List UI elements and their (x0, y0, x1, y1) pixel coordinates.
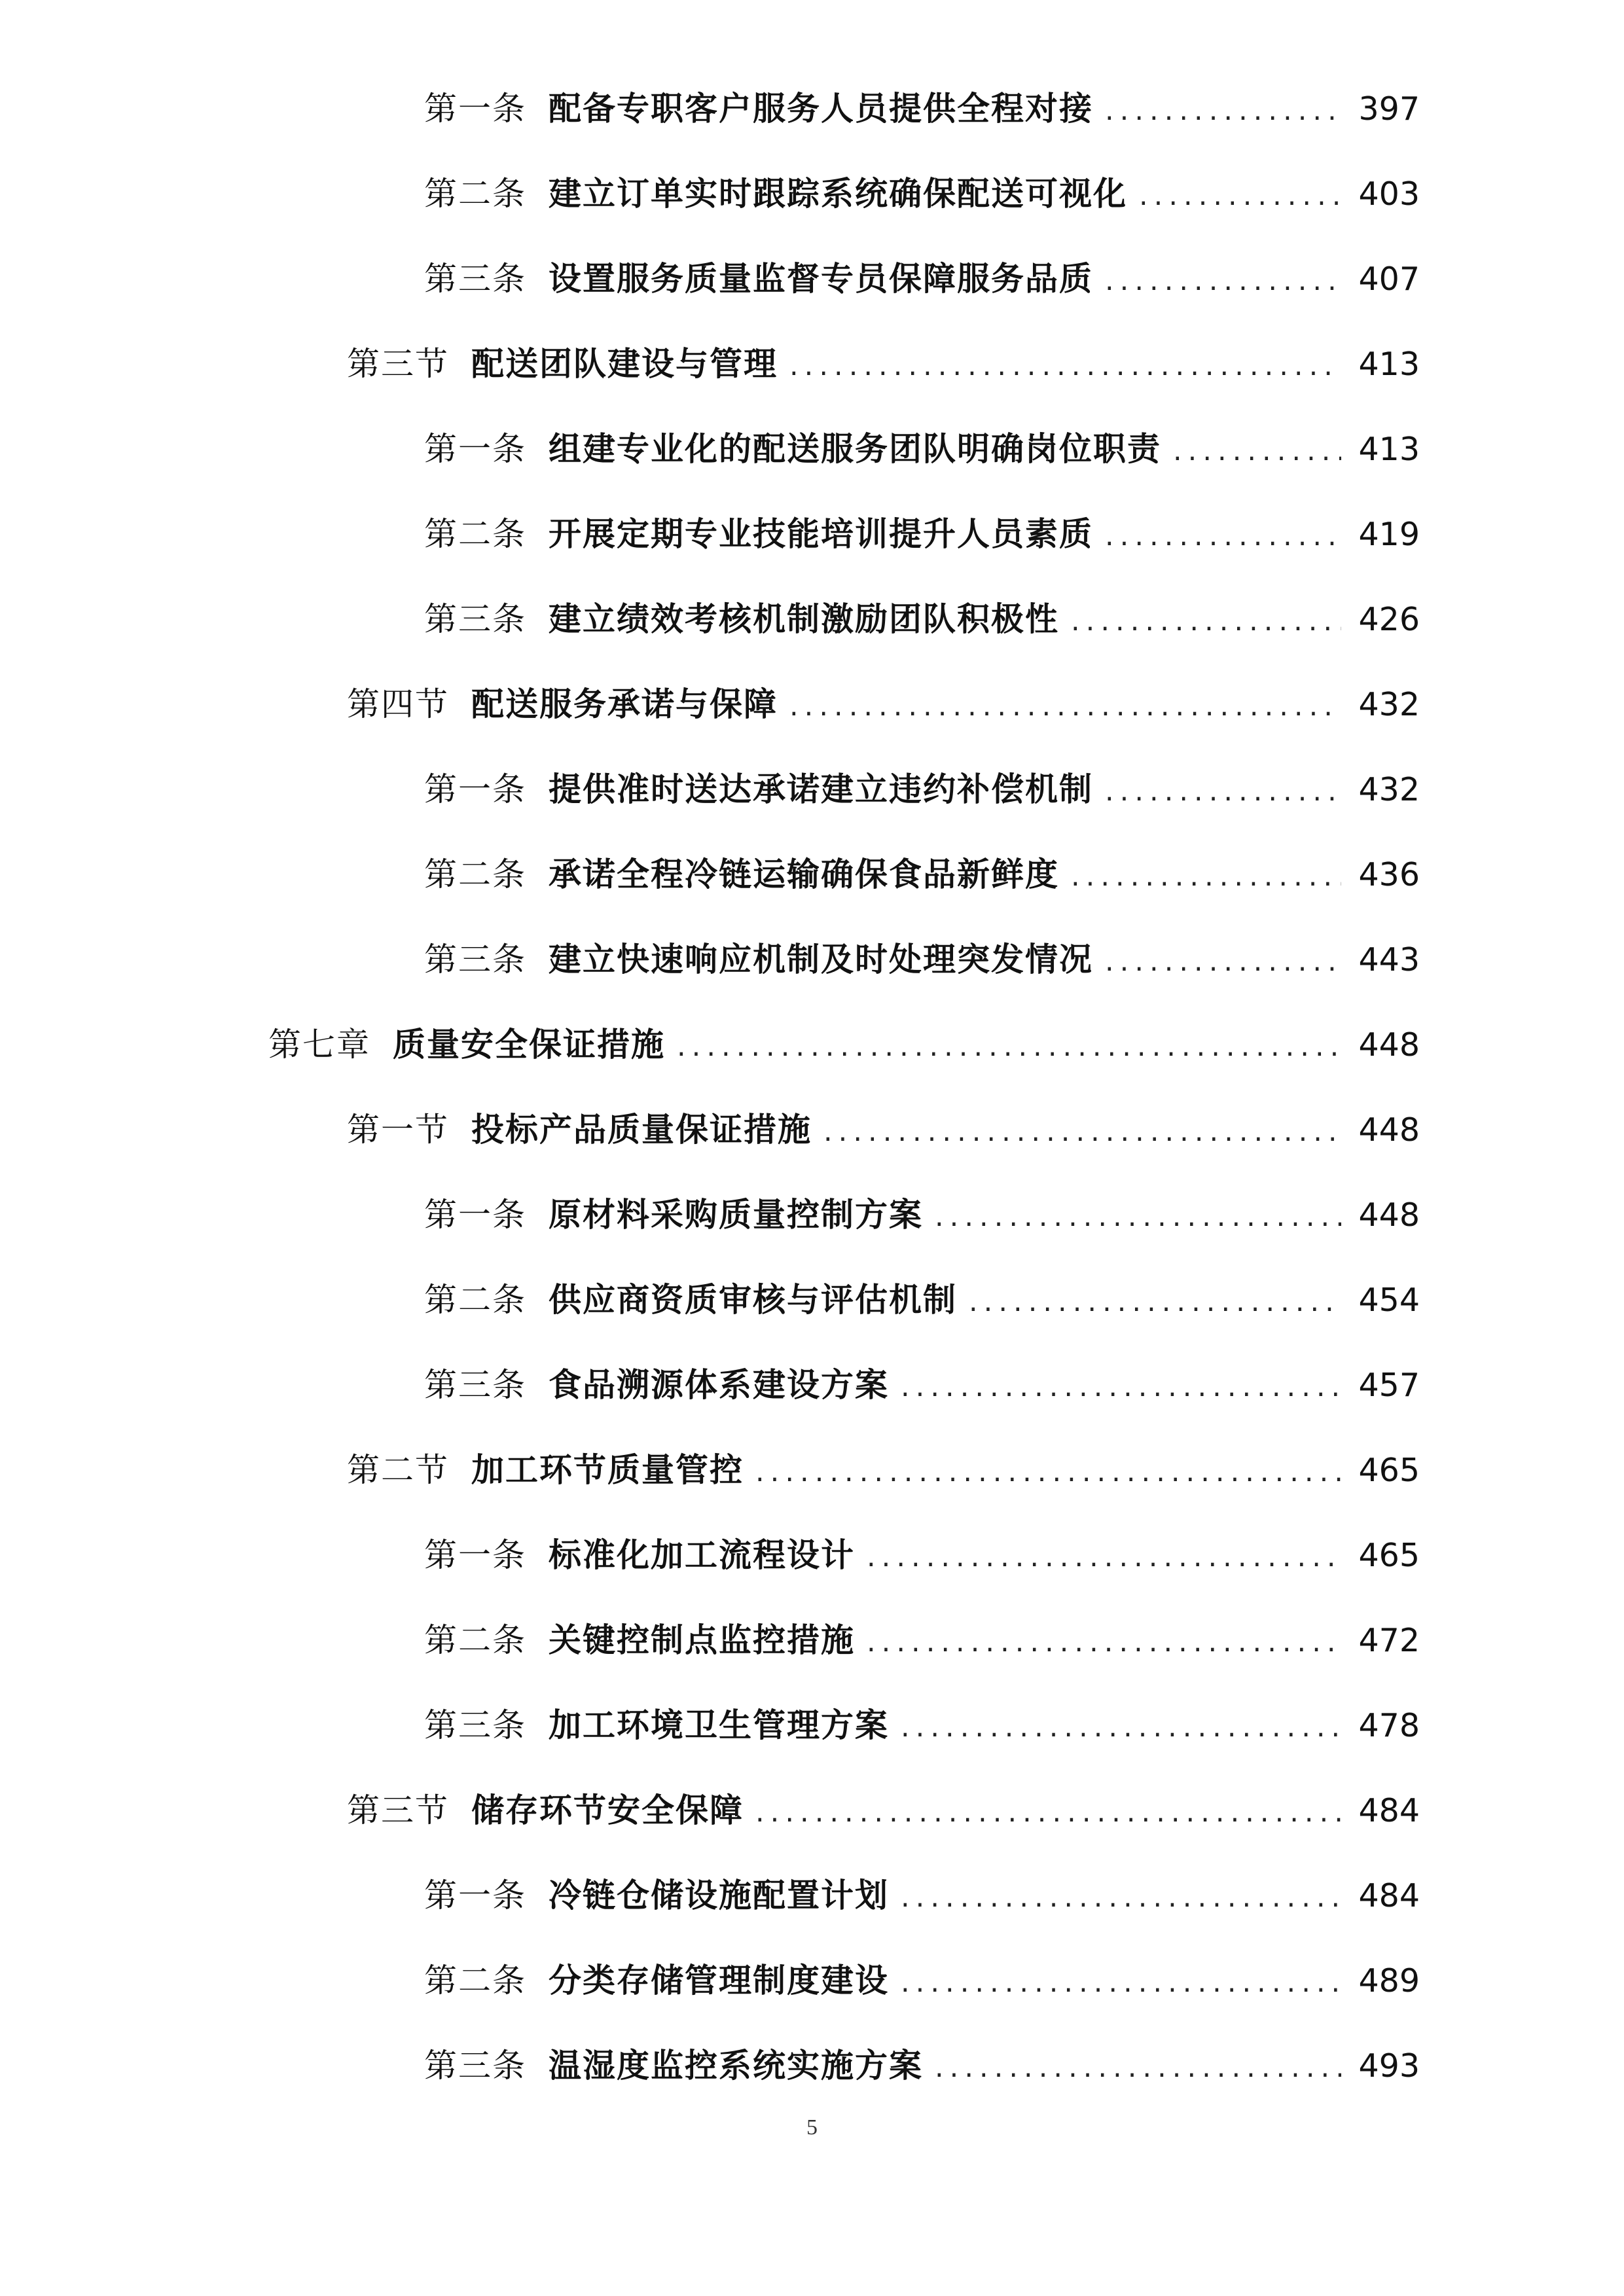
toc-entry-title: 储存环节安全保障 (471, 1791, 744, 1829)
toc-entry-label: 第二条 (424, 175, 526, 213)
toc-entry-page: 457 (1358, 1367, 1420, 1404)
toc-entry-label: 第二条 (424, 855, 526, 893)
toc-dot-leader (787, 342, 1341, 394)
toc-entry[interactable] (424, 1614, 1420, 1666)
toc-entry-page: 407 (1358, 260, 1420, 298)
toc-entry-title: 配备专职客户服务人员提供全程对接 (549, 89, 1093, 128)
toc-entry-page: 443 (1358, 941, 1420, 978)
toc-entry-page: 454 (1358, 1282, 1420, 1319)
toc-dot-leader (1102, 86, 1341, 139)
toc-entry-page: 413 (1358, 431, 1420, 468)
toc-entry[interactable] (347, 1784, 1420, 1837)
toc-entry-label: 第一条 (424, 1196, 526, 1234)
toc-entry-page: 448 (1358, 1196, 1420, 1234)
toc-entry-label: 第二条 (424, 1962, 526, 2000)
toc-entry-title: 组建专业化的配送服务团队明确岗位职责 (549, 429, 1161, 468)
toc-entry-label: 第一条 (424, 90, 526, 128)
toc-dot-leader (966, 1278, 1341, 1330)
toc-entry-label: 第三条 (424, 2047, 526, 2085)
toc-entry-title: 标准化加工流程设计 (549, 1535, 855, 1574)
toc-entry-label: 第三条 (424, 600, 526, 638)
toc-entry-page: 484 (1358, 1792, 1420, 1829)
toc-entry[interactable] (424, 763, 1420, 816)
toc-entry-page: 465 (1358, 1537, 1420, 1574)
toc-entry-title: 承诺全程冷链运输确保食品新鲜度 (549, 855, 1059, 893)
toc-dot-leader (898, 1703, 1341, 1755)
toc-entry-title: 建立绩效考核机制激励团队积极性 (549, 600, 1059, 638)
toc-entry-title: 开展定期专业技能培训提升人员素质 (549, 514, 1093, 553)
toc-entry-title: 质量安全保证措施 (393, 1025, 665, 1064)
toc-dot-leader (898, 1958, 1341, 2011)
toc-entry[interactable] (424, 1699, 1420, 1751)
toc-dot-leader (753, 1448, 1341, 1500)
toc-entry-page: 403 (1358, 175, 1420, 213)
toc-entry-page: 489 (1358, 1962, 1420, 2000)
toc-entry-page: 413 (1358, 346, 1420, 383)
toc-entry-label: 第二条 (424, 1281, 526, 1319)
toc-entry[interactable] (424, 82, 1420, 135)
toc-dot-leader (1068, 852, 1341, 905)
toc-entry-title: 投标产品质量保证措施 (471, 1110, 812, 1149)
toc-entry-title: 食品溯源体系建设方案 (549, 1365, 889, 1404)
toc-dot-leader (932, 2043, 1341, 2096)
toc-entry-label: 第一条 (424, 1536, 526, 1574)
toc-entry-label: 第七章 (268, 1026, 370, 1064)
toc-entry-page: 448 (1358, 1111, 1420, 1149)
toc-entry-title: 冷链仓储设施配置计划 (549, 1876, 889, 1914)
toc-dot-leader (864, 1533, 1341, 1585)
toc-dot-leader (1102, 767, 1341, 819)
toc-entry-title: 建立订单实时跟踪系统确保配送可视化 (549, 174, 1127, 213)
toc-entry-title: 原材料采购质量控制方案 (549, 1195, 923, 1234)
toc-entry-title: 温湿度监控系统实施方案 (549, 2046, 923, 2085)
toc-dot-leader (1102, 257, 1341, 309)
toc-entry-label: 第一条 (424, 430, 526, 468)
toc-entry[interactable] (424, 1869, 1420, 1922)
toc-entry-label: 第三节 (347, 1791, 449, 1829)
toc-entry[interactable] (424, 2039, 1420, 2092)
toc-entry-page: 448 (1358, 1026, 1420, 1064)
toc-entry-page: 484 (1358, 1877, 1420, 1914)
toc-entry-title: 供应商资质审核与评估机制 (549, 1280, 957, 1319)
toc-dot-leader (864, 1618, 1341, 1670)
toc-entry-label: 第二条 (424, 515, 526, 553)
toc-entry-page: 432 (1358, 771, 1420, 808)
toc-entry-label: 第四节 (347, 685, 449, 723)
toc-entry-title: 加工环境卫生管理方案 (549, 1706, 889, 1744)
toc-entry[interactable] (424, 1359, 1420, 1411)
toc-entry-page: 419 (1358, 516, 1420, 553)
toc-entry-title: 分类存储管理制度建设 (549, 1961, 889, 2000)
toc-entry[interactable] (347, 338, 1420, 390)
toc-entry-page: 426 (1358, 601, 1420, 638)
toc-entry-label: 第三条 (424, 260, 526, 298)
toc-entry-title: 建立快速响应机制及时处理突发情况 (549, 940, 1093, 978)
toc-entry-label: 第三条 (424, 941, 526, 978)
toc-entry-title: 加工环节质量管控 (471, 1450, 744, 1489)
toc-dot-leader (787, 682, 1341, 734)
toc-entry[interactable] (424, 593, 1420, 645)
toc-entry-label: 第一节 (347, 1111, 449, 1149)
toc-dot-leader (1102, 512, 1341, 564)
toc-dot-leader (1170, 427, 1341, 479)
toc-dot-leader (898, 1873, 1341, 1926)
toc-entry-page: 436 (1358, 856, 1420, 893)
toc-entry[interactable] (424, 253, 1420, 305)
toc-dot-leader (753, 1788, 1341, 1840)
toc-entry-title: 提供准时送达承诺建立违约补偿机制 (549, 770, 1093, 808)
toc-entry-title: 关键控制点监控措施 (549, 1621, 855, 1659)
toc-entry-label: 第二节 (347, 1451, 449, 1489)
toc-entry-label: 第一条 (424, 770, 526, 808)
toc-dot-leader (1102, 937, 1341, 990)
toc-entry-label: 第二条 (424, 1621, 526, 1659)
toc-entry-page: 493 (1358, 2047, 1420, 2085)
toc-entry[interactable] (347, 678, 1420, 730)
toc-entry-title: 配送团队建设与管理 (471, 344, 778, 383)
toc-dot-leader (1068, 597, 1341, 649)
toc-entry[interactable] (347, 1444, 1420, 1496)
toc-dot-leader (821, 1107, 1341, 1160)
toc-entry-page: 472 (1358, 1622, 1420, 1659)
toc-entry[interactable] (424, 1954, 1420, 2007)
toc-dot-leader (1136, 171, 1341, 224)
toc-entry[interactable] (424, 933, 1420, 986)
toc-entry-label: 第三条 (424, 1706, 526, 1744)
toc-dot-leader (898, 1363, 1341, 1415)
toc-entry-title: 设置服务质量监督专员保障服务品质 (549, 259, 1093, 298)
toc-entry-page: 432 (1358, 686, 1420, 723)
toc-entry[interactable] (424, 168, 1420, 220)
toc-dot-leader (674, 1022, 1341, 1075)
toc-entry[interactable] (424, 1274, 1420, 1326)
toc-entry[interactable] (424, 1529, 1420, 1581)
toc-entry[interactable] (424, 1189, 1420, 1241)
toc-entry-page: 478 (1358, 1707, 1420, 1744)
toc-entry[interactable] (347, 1103, 1420, 1156)
toc-entry-label: 第一条 (424, 1876, 526, 1914)
toc-entry-label: 第三节 (347, 345, 449, 383)
toc-entry[interactable] (424, 508, 1420, 560)
toc-entry-title: 配送服务承诺与保障 (471, 685, 778, 723)
toc-entry[interactable] (424, 848, 1420, 901)
page-number: 5 (806, 2115, 818, 2140)
toc-entry-page: 465 (1358, 1452, 1420, 1489)
toc-entry-page: 397 (1358, 90, 1420, 128)
toc-entry[interactable] (268, 1018, 1420, 1071)
toc-entry[interactable] (424, 423, 1420, 475)
toc-entry-label: 第三条 (424, 1366, 526, 1404)
toc-dot-leader (932, 1193, 1341, 1245)
